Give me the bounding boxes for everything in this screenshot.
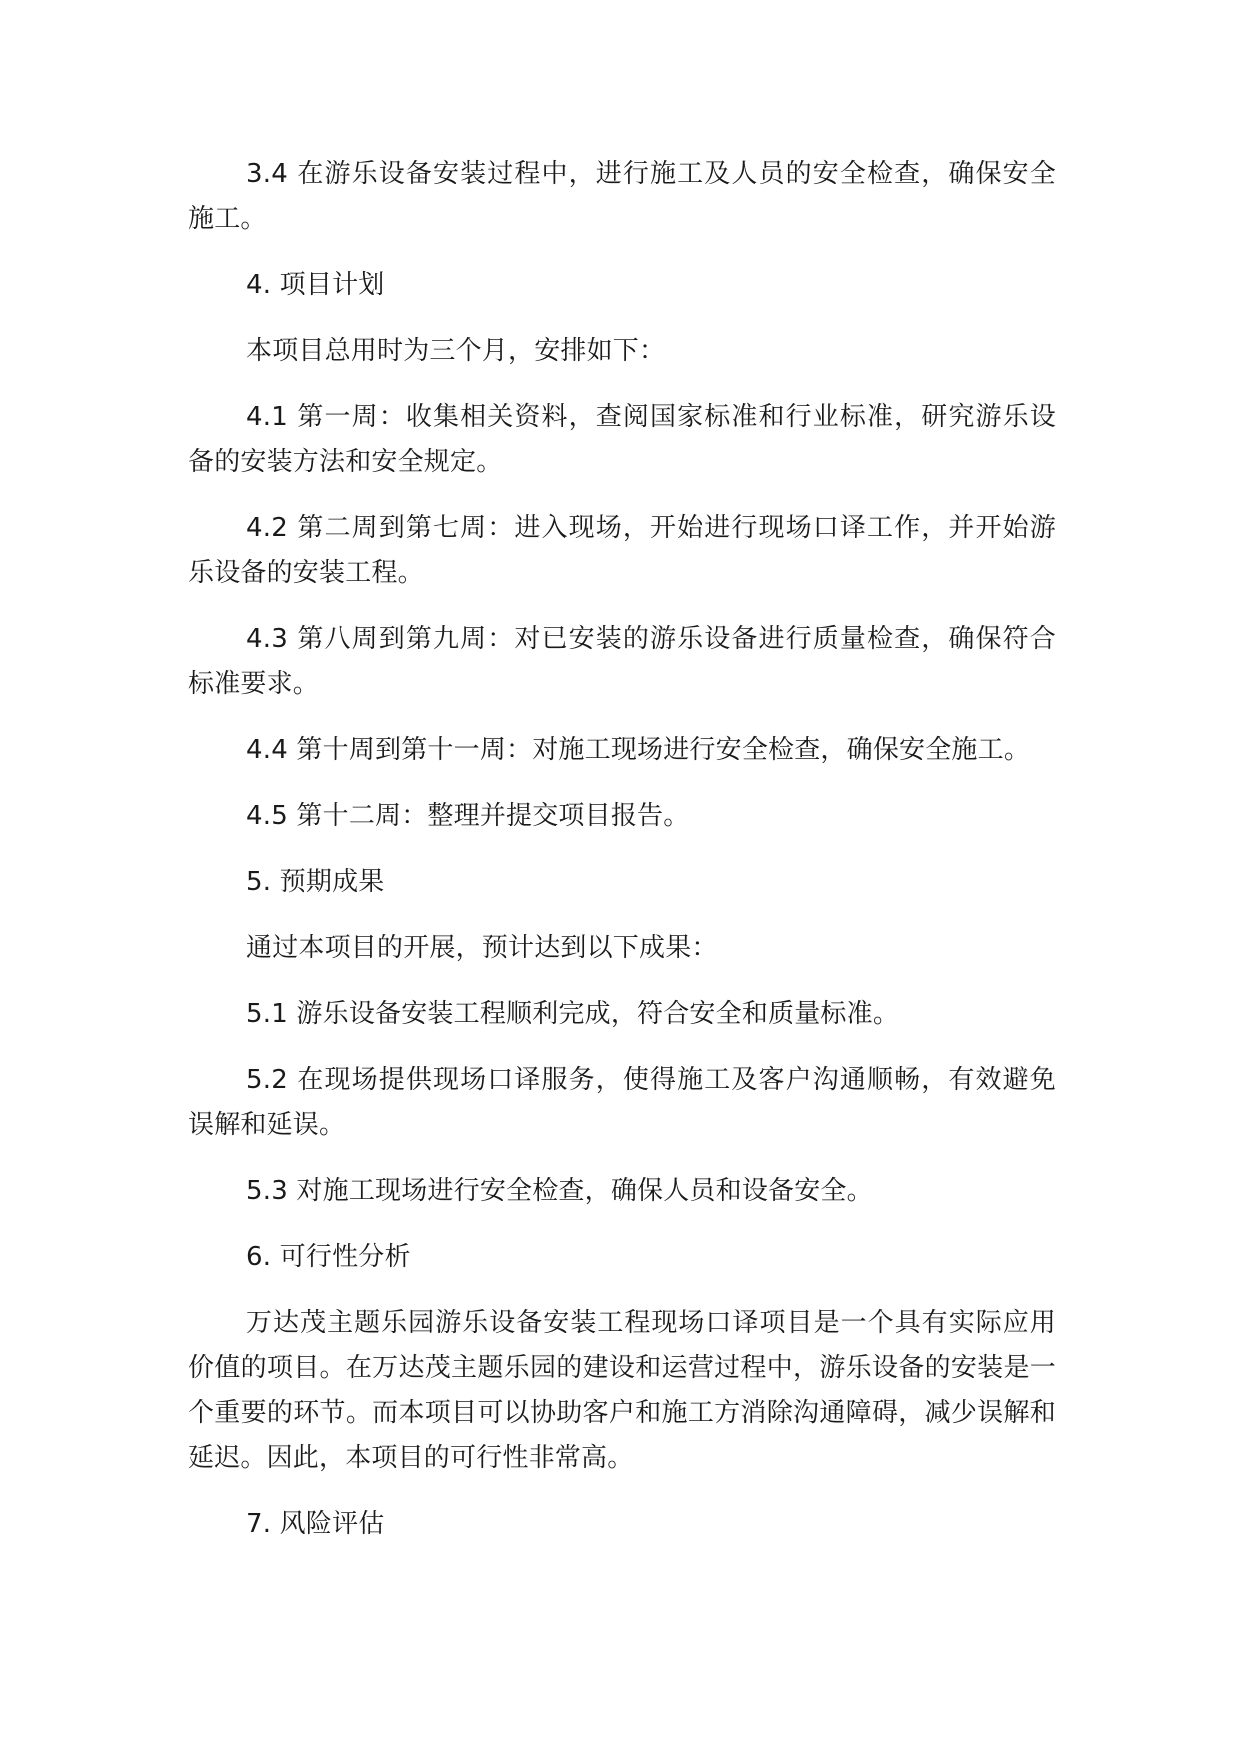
heading-project-plan: 4. 项目计划 <box>246 270 385 300</box>
paragraph-4-2: 4.2 第二周到第七周：进入现场，开始进行现场口译工作，并开始游乐设备的安装工程。 <box>188 513 1056 588</box>
paragraph-4-4: 4.4 第十周到第十一周：对施工现场进行安全检查，确保安全施工。 <box>246 735 1031 765</box>
paragraph-5-2: 5.2 在现场提供现场口译服务，使得施工及客户沟通顺畅，有效避免误解和延误。 <box>188 1065 1056 1140</box>
heading-feasibility: 6. 可行性分析 <box>246 1242 411 1272</box>
paragraph-results-intro: 通过本项目的开展，预计达到以下成果： <box>246 933 718 963</box>
paragraph-3-4: 3.4 在游乐设备安装过程中，进行施工及人员的安全检查，确保安全施工。 <box>188 159 1056 234</box>
paragraph-4-5: 4.5 第十二周：整理并提交项目报告。 <box>246 801 690 831</box>
document-page <box>188 152 1056 1568</box>
heading-risk-assessment: 7. 风险评估 <box>246 1509 385 1539</box>
paragraph-plan-intro: 本项目总用时为三个月，安排如下： <box>246 336 666 366</box>
paragraph-4-1: 4.1 第一周：收集相关资料，查阅国家标准和行业标准，研究游乐设备的安装方法和安全规定。 <box>188 402 1056 477</box>
paragraph-4-3: 4.3 第八周到第九周：对已安装的游乐设备进行质量检查，确保符合标准要求。 <box>188 624 1056 699</box>
paragraph-feasibility: 万达茂主题乐园游乐设备安装工程现场口译项目是一个具有实际应用价值的项目。在万达茂主题乐园的建设和运营过程中，游乐设备的安装是一个重要的环节。而本项目可以协助客户和施工方消除沟通障碍，减少误解和延迟。因此，本项目的可行性非常高。 <box>188 1308 1056 1473</box>
heading-expected-results: 5. 预期成果 <box>246 867 385 897</box>
paragraph-5-1: 5.1 游乐设备安装工程顺利完成，符合安全和质量标准。 <box>246 999 900 1029</box>
paragraph-5-3: 5.3 对施工现场进行安全检查，确保人员和设备安全。 <box>246 1176 873 1206</box>
